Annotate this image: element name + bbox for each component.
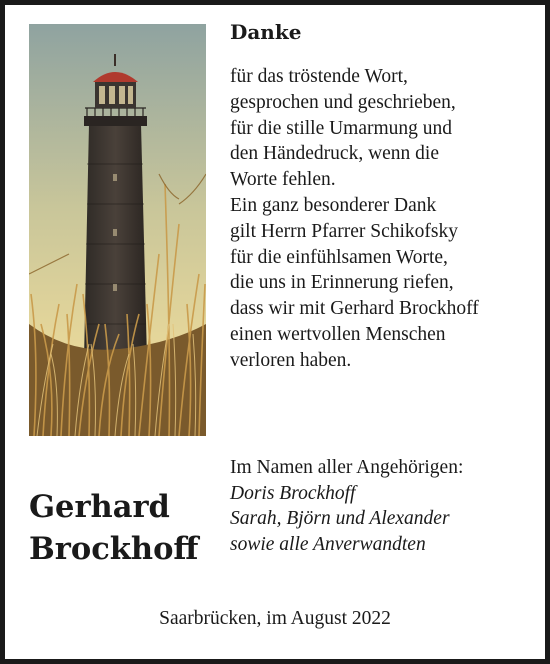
signers-intro: Im Namen aller Angehörigen: <box>230 457 464 478</box>
place-date: Saarbrücken, im August 2022 <box>159 608 391 629</box>
thanks-line: den Händedruck, wenn die <box>230 143 440 165</box>
signer-line: Sarah, Björn und Alexander <box>230 508 450 529</box>
lighthouse-photo <box>29 24 206 436</box>
thanks-line: dass wir mit Gerhard Brockhoff <box>230 298 479 320</box>
deceased-name <box>29 486 198 570</box>
deceased-first-name: Gerhard <box>29 489 170 525</box>
thanks-line: Ein ganz besonderer Dank <box>230 194 437 216</box>
thanks-line: für das tröstende Wort, <box>230 66 408 87</box>
thanks-line: für die stille Umarmung und <box>230 117 453 139</box>
thanks-text <box>230 64 530 374</box>
thanks-line: einen wertvollen Menschen <box>230 323 446 345</box>
thanks-line: für die einfühlsamen Worte, <box>230 246 448 268</box>
signer-line: sowie alle Anverwandten <box>230 533 426 555</box>
deceased-last-name: Brockhoff <box>29 531 199 567</box>
thanks-line: gilt Herrn Pfarrer Schikofsky <box>230 220 458 242</box>
signer-line: Doris Brockhoff <box>230 482 356 504</box>
thanks-line: Worte fehlen. <box>230 169 336 191</box>
thanks-line: verloren haben. <box>230 349 352 371</box>
heading-danke: Danke <box>230 20 302 44</box>
thanks-line: gesprochen und geschrieben, <box>230 91 456 113</box>
thanks-line: die uns in Erinnerung riefen, <box>230 272 454 294</box>
signers-block <box>230 455 463 557</box>
